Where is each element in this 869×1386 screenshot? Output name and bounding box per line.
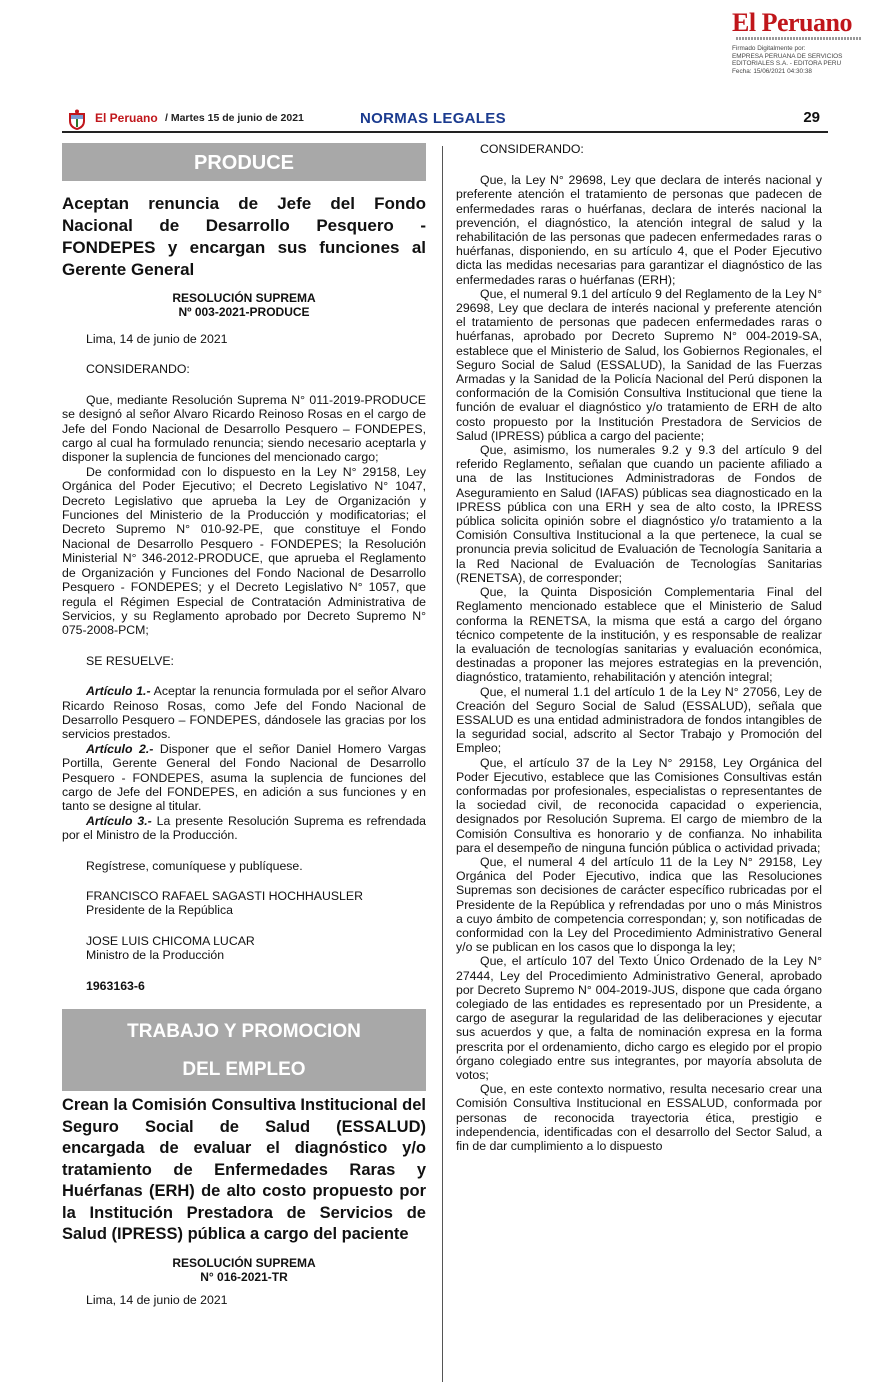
header-date: / Martes 15 de junio de 2021 — [165, 112, 304, 124]
page-header — [62, 109, 828, 131]
signature-line: Fecha: 15/06/2021 04:30:38 — [732, 67, 812, 75]
paragraph: Que, el artículo 37 de la Ley N° 29158, Ley Orgánica del Poder Ejecutivo, establece que las Comisiones Consultivas están conformadas por profesionales, especialistas o representantes de la sociedad civil, de reconocida capacidad o experiencia, designados por Resolución Suprema. El cargo de miembro de la Comisión Consultiva es honorario y de confianza. No inhabilita para el desempeño de ninguna función pública o actividad privada; — [456, 755, 822, 855]
closing-formula: Regístrese, comuníquese y publíquese. — [86, 858, 303, 873]
considerando-heading: CONSIDERANDO: — [480, 142, 584, 156]
publication-code: 1963163-6 — [86, 978, 145, 993]
resolution-line: RESOLUCIÓN SUPREMA — [172, 291, 316, 305]
signatory-name: FRANCISCO RAFAEL SAGASTI HOCHHAUSLER — [86, 889, 363, 903]
signature-line: Firmado Digitalmente por: — [732, 45, 806, 52]
resolution-line: RESOLUCIÓN SUPREMA — [172, 1255, 316, 1270]
section-band-produce: PRODUCE — [62, 143, 426, 181]
article-label: Artículo 3.- — [86, 813, 152, 828]
signatory-role: Presidente de la República — [86, 903, 233, 918]
header-divider — [62, 131, 828, 133]
left-column — [62, 143, 426, 1307]
paragraph: Que, mediante Resolución Suprema N° 011-2019-PRODUCE se designó al señor Alvaro Ricardo Reinoso Rosas en el cargo de Jefe del Fondo Nacional de Desarrollo Pesquero – FONDEPES, cargo al cual ha formulado renuncia; siendo necesario aceptarla y disponer la suplencia de funciones del mencionado cargo; — [62, 392, 426, 465]
signature-line: EMPRESA PERUANA DE SERVICIOS — [732, 52, 843, 60]
header-section: NORMAS LEGALES — [360, 110, 506, 127]
resolution-line: N° 016-2021-TR — [200, 1269, 288, 1284]
signatory-role: Ministro de la Producción — [86, 948, 225, 963]
resolution-number — [62, 291, 426, 319]
paragraph: De conformidad con lo dispuesto en la Ley N° 29158, Ley Orgánica del Poder Ejecutivo; el Decreto Legislativo N° 1047, Decreto Legislativo que aprueba la Ley de Organización y Funciones del Ministerio de la Producción y modificatorias; el Decreto Supremo N° 010-92-PE, que constituye el Fondo Nacional de Desarrollo Pesquero - FONDEPES; la Resolución Ministerial N° 346-2012-PRODUCE, que aprueba el Reglamento de Organización y Funciones del Fondo Nacional de Desarrollo Pesquero - FONDEPES; y el Decreto Legislativo N° 1057, que regula el Régimen Especial de Contratación Administrativa de Servicios, y su Reglamento aprobado por Decreto Supremo N° 075-2008-PCM; — [62, 464, 426, 638]
brand-logo: El Peruano — [732, 8, 852, 37]
resolution-line: Nº 003-2021-PRODUCE — [178, 305, 310, 319]
article-1 — [62, 684, 426, 742]
article-label: Artículo 1.- — [86, 684, 151, 699]
article-label: Artículo 2.- — [86, 741, 154, 756]
page-number: 29 — [803, 109, 820, 126]
coat-of-arms-icon — [66, 109, 88, 131]
right-column — [456, 142, 822, 1153]
resolution-date: Lima, 14 de junio de 2021 — [86, 1292, 228, 1307]
paragraph: Que, asimismo, los numerales 9.2 y 9.3 del artículo 9 del referido Reglamento, señalan que cuando un paciente afiliado a una de las Instituciones Administradoras de Fondos de Aseguramiento en Salud (IAFAS) públicas sea diagnosticado en la IPRESS pública con una ERH y sea de alto costo, la IPRESS pública solicita opinión sobre el diagnóstico y/o tratamiento a la Comisión Consultiva Institucional a la que pertenece, la cual se pronuncia previa solicitud de Evaluación de Tecnología Sanitaria a la Red Nacional de Evaluación de Tecnologías Sanitarias (RENETSA), de corresponder; — [456, 443, 822, 585]
digital-signature — [732, 45, 864, 75]
paragraph: Que, el artículo 107 del Texto Único Ordenado de la Ley N° 27444, Ley del Procedimiento Administrativo General, aprobado por Decreto Supremo N° 004-2019-JUS, dispone que cada órgano colegiado de las entidades es representado por un Presidente, a cargo de asegurar la regularidad de las deliberaciones y ejecutar sus acuerdos y que, a falta de nominación expresa en la forma prescrita por el ordenamiento, dicho cargo es elegido por el propio órgano colegiado entre sus integrantes, por mayoría absoluta de votos; — [456, 954, 822, 1082]
resuelve-heading: SE RESUELVE: — [86, 653, 174, 668]
paragraph: Que, la Ley N° 29698, Ley que declara de interés nacional y preferente atención el tratamiento de personas que padecen de enfermedades raras o huérfanas, declara de interés nacional la prevención, el diagnóstico, la atención integral de salud y la rehabilitación de las personas que padecen enfermedades raras o huérfanas, disponiendo, en su artículo 4, que el Poder Ejecutivo dicta las medidas necesarias para garantizar el diagnóstico de las enfermedades raras o huérfanas (ERH); — [456, 173, 822, 287]
paragraph: Que, el numeral 9.1 del artículo 9 del Reglamento de la Ley N° 29698, Ley que declara de interés nacional y preferente atención el tratamiento de personas que padecen enfermedades raras o huérfanas, aprobado por Decreto Supremo N° 004-2019-SA, establece que el Ministerio de Salud, los Gobiernos Regionales, el Seguro Social de Salud (ESSALUD), la Sanidad de las Fuerzas Armadas y la Sanidad de la Policía Nacional del Perú disponen la conformación de la Comisión Consultiva Institucional que tiene la función de evaluar el diagnóstico y/o tratamiento de ERH de alto costo propuesto por la Institución Prestadora de Servicios de Salud (IPRESS) pública a cargo del paciente; — [456, 286, 822, 443]
paragraph: Que, el numeral 1.1 del artículo 1 de la Ley N° 27056, Ley de Creación del Seguro Social de Salud (ESSALUD), señala que ESSALUD es una entidad administradora de fondos intangibles de la seguridad social, adscrito al Sector Trabajo y Promoción del Empleo; — [456, 684, 822, 756]
section-band-line: DEL EMPLEO — [182, 1059, 306, 1081]
paragraph: Que, la Quinta Disposición Complementaria Final del Reglamento mencionado establece que el Ministerio de Salud conforma la RENETSA, la misma que está a cargo del órgano técnico competente de la institución, y es responsable de realizar la evaluación de tecnologías sanitarias y evaluación económica, destinadas a proponer las mejores estrategias en la prevención, diagnóstico, tratamiento, rehabilitación y atención integral; — [456, 585, 822, 685]
considerando-heading: CONSIDERANDO: — [86, 362, 190, 377]
resolution-number — [62, 1256, 426, 1284]
column-divider — [442, 146, 443, 1382]
section-band-line: TRABAJO Y PROMOCION — [127, 1021, 361, 1043]
resolution-date: Lima, 14 de junio de 2021 — [86, 332, 228, 346]
header-paper-name: El Peruano — [95, 111, 158, 125]
article-text: La presente Resolución Suprema es refrendada por el Ministro de la Producción. — [62, 813, 426, 843]
article-text: Disponer que el señor Daniel Homero Vargas Portilla, Gerente General del Fondo Nacional de Desarrollo Pesquero - FONDEPES, asuma la suplencia de funciones del cargo de Jefe del FONDEPES, en adición a sus funciones y en tanto se designe al titular. — [62, 741, 426, 814]
paragraph: Que, el numeral 4 del artículo 11 de la Ley N° 29158, Ley Orgánica del Poder Ejecutivo, indica que las Resoluciones Supremas son decisiones de carácter específico rubricadas por el Presidente de la República y refrendadas por uno o más Ministros a cuyo ámbito de competencia correspondan; y, son notificadas de conformidad con la Ley del Procedimiento Administrativo General y/o se publican en los casos que lo disponga la ley; — [456, 854, 822, 955]
brand-tagline-rule — [736, 37, 862, 40]
signature-line: EDITORIALES S.A. - EDITORA PERU — [732, 60, 842, 68]
article-title: Crean la Comisión Consultiva Institucional del Seguro Social de Salud (ESSALUD) encargada de evaluar el diagnóstico y/o tratamiento de Enfermedades Raras y Huérfanas (ERH) de alto costo propuesto por la Institución Prestadora de Servicios de Salud (IPRESS) pública a cargo del paciente — [62, 1096, 426, 1244]
signatory-name: JOSE LUIS CHICOMA LUCAR — [86, 933, 255, 948]
section-band-trabajo — [62, 1009, 426, 1091]
article-2 — [62, 742, 426, 814]
article-3 — [62, 814, 426, 843]
article-text: Aceptar la renuncia formulada por el señor Alvaro Ricardo Reinoso Rosas, como Jefe del Fondo Nacional de Desarrollo Pesquero – FONDEPES, dándosele las gracias por los servicios prestados. — [62, 684, 426, 742]
article-title: Aceptan renuncia de Jefe del Fondo Nacional de Desarrollo Pesquero - FONDEPES y encargan sus funciones al Gerente General — [62, 194, 426, 279]
paragraph: Que, en este contexto normativo, resulta necesario crear una Comisión Consultiva Institucional en ESSALUD, conformada por personas de reconocida trayectoria ética, prestigio e independencia, identificadas con el desarrollo del Sector Salud, a fin de dar cumplimiento a lo dispuesto — [456, 1082, 822, 1154]
